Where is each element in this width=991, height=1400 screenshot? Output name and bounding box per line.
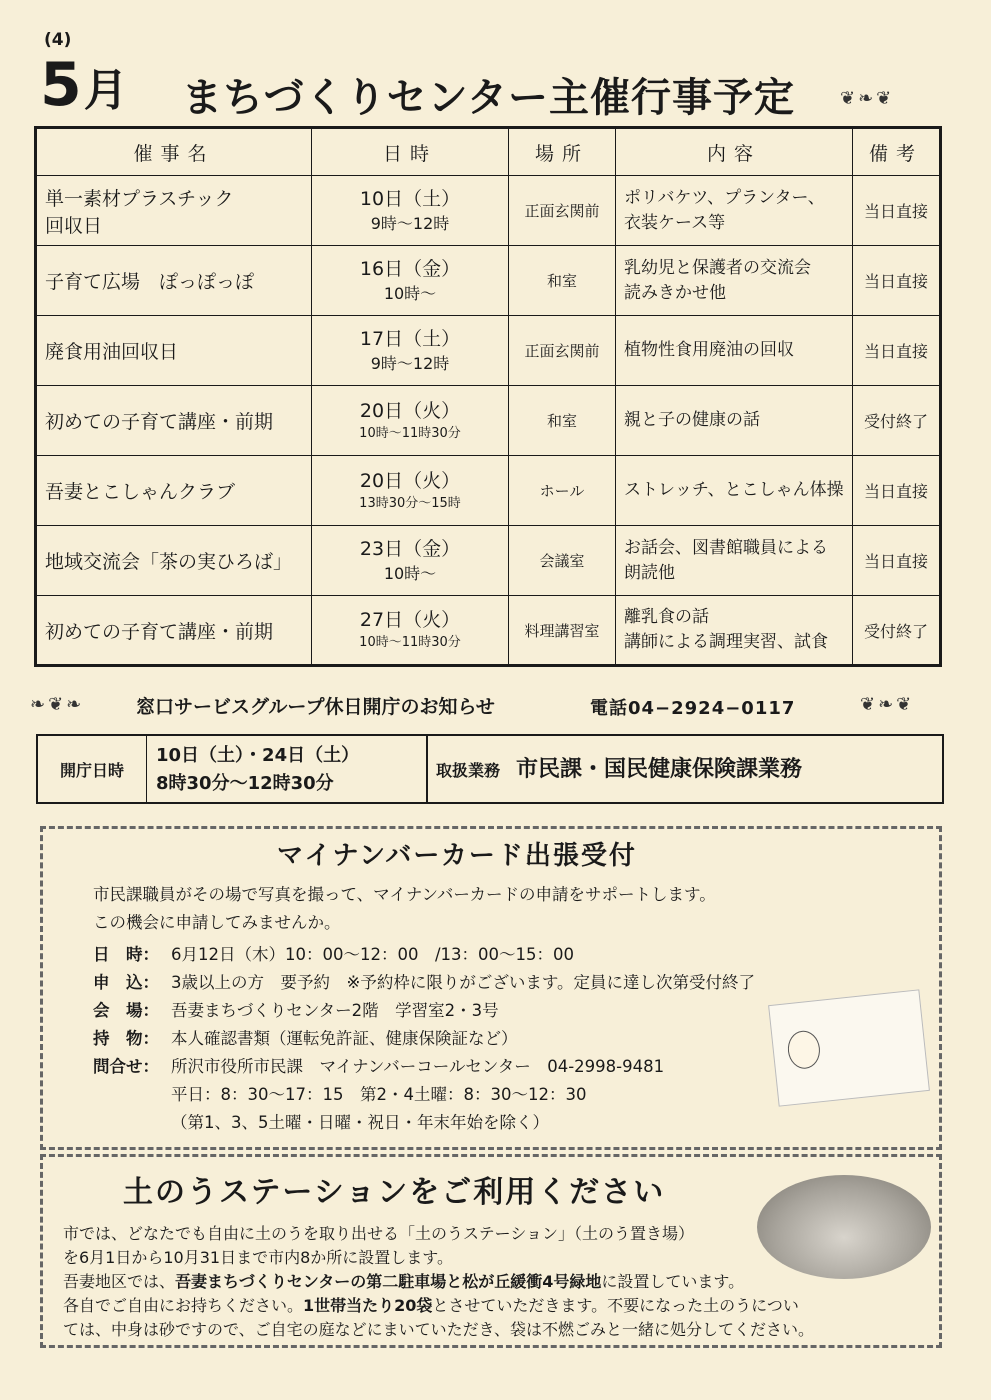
open-days-values: 10日（土）・24日（土） 8時30分～12時30分 xyxy=(156,745,360,794)
leaf-right-icon: ❦❧❦ xyxy=(860,694,915,715)
sandbag-title: 土のうステーションをご利用ください xyxy=(123,1175,666,1210)
event-place: 和室 xyxy=(509,386,616,456)
event-name: 初めての子育て講座・前期 xyxy=(36,596,312,666)
event-name: 吾妻とこしゃんクラブ xyxy=(36,456,312,526)
table-row xyxy=(36,456,941,526)
leaf-decoration-icon: ❦❧❦ xyxy=(840,88,895,109)
event-datetime: 20日（火） 10時～11時30分 xyxy=(312,386,509,456)
event-place: 和室 xyxy=(509,246,616,316)
sandbag-line-2: を6月1日から10月31日まで市内8か所に設置します。 xyxy=(63,1248,453,1267)
holiday-notice-phone: 電話04−2924−0117 xyxy=(590,698,796,719)
face-icon xyxy=(786,1029,822,1070)
sandbag-line-4: 各自でご自由にお持ちください。1世帯当たり20袋とさせていただきます。不要になった土のうについ xyxy=(63,1296,799,1315)
table-row xyxy=(36,316,941,386)
event-content: 親と子の健康の話 xyxy=(616,386,853,456)
divider xyxy=(426,736,428,802)
mynumber-intro-1: 市民課職員がその場で写真を撮って、マイナンバーカードの申請をサポートします。 xyxy=(93,885,716,904)
event-datetime: 17日（土） 9時～12時 xyxy=(312,316,509,386)
mynumber-date-row: 日 時： 6月12日（木）10：00～12：00 /13：00～15：00 xyxy=(93,945,575,964)
event-name: 子育て広場 ぽっぽっぽ xyxy=(36,246,312,316)
event-place: 会議室 xyxy=(509,526,616,596)
page-title: まちづくりセンター主催行事予定 xyxy=(182,75,795,121)
event-datetime: 10日（土） 9時～12時 xyxy=(312,176,509,246)
event-note: 受付終了 xyxy=(853,386,941,456)
event-name: 単一素材プラスチック 回収日 xyxy=(36,176,312,246)
table-row xyxy=(36,596,941,666)
page-number: (4) xyxy=(44,30,72,50)
event-place: 正面玄関前 xyxy=(509,316,616,386)
mynumber-hours-1: 平日：8：30～17：15 第2・4土曜：8：30～12：30 xyxy=(171,1085,587,1104)
mynumber-contact-row: 問合せ： 所沢市役所市民課 マイナンバーコールセンター 04-2998-9481 xyxy=(93,1057,665,1076)
event-datetime: 20日（火） 13時30分～15時 xyxy=(312,456,509,526)
mynumber-bring-row: 持 物： 本人確認書類（運転免許証、健康保険証など） xyxy=(93,1029,518,1048)
event-content: 乳幼児と保護者の交流会 読みきかせ他 xyxy=(616,246,853,316)
business-label: 取扱業務 xyxy=(436,761,501,780)
sandbag-line-5: ては、中身は砂ですので、ご自宅の庭などにまいていただき、袋は不燃ごみと一緒に処分してください。 xyxy=(63,1320,815,1339)
event-datetime: 23日（金） 10時～ xyxy=(312,526,509,596)
header-datetime: 日時 xyxy=(312,128,509,176)
event-note: 当日直接 xyxy=(853,526,941,596)
event-place: ホール xyxy=(509,456,616,526)
table-row xyxy=(36,176,941,246)
sandbag-line-1: 市では、どなたでも自由に土のうを取り出せる「土のうステーション」（土のう置き場） xyxy=(63,1224,695,1243)
mynumber-card-illustration xyxy=(768,989,930,1106)
event-datetime: 27日（火） 10時～11時30分 xyxy=(312,596,509,666)
mynumber-venue-row: 会 場： 吾妻まちづくりセンター2階 学習室2・3号 xyxy=(93,1001,499,1020)
event-content: ポリバケツ、プランター、 衣装ケース等 xyxy=(616,176,853,246)
event-note: 受付終了 xyxy=(853,596,941,666)
mynumber-apply-row: 申 込： 3歳以上の方 要予約 ※予約枠に限りがございます。定員に達し次第受付終了 xyxy=(93,973,756,992)
sandbag-photo xyxy=(757,1175,931,1279)
table-row xyxy=(36,386,941,456)
header-event: 催事名 xyxy=(36,128,312,176)
open-days-label: 開庁日時 xyxy=(38,736,147,802)
event-note: 当日直接 xyxy=(853,176,941,246)
event-datetime: 16日（金） 10時～ xyxy=(312,246,509,316)
event-note: 当日直接 xyxy=(853,456,941,526)
event-place: 正面玄関前 xyxy=(509,176,616,246)
header-content: 内容 xyxy=(616,128,853,176)
holiday-notice-title: 窓口サービスグループ休日開庁のお知らせ xyxy=(136,696,495,718)
mynumber-card-section xyxy=(40,826,942,1150)
event-content: お話会、図書館職員による朗読他 xyxy=(616,526,853,596)
event-name: 初めての子育て講座・前期 xyxy=(36,386,312,456)
header-note: 備考 xyxy=(853,128,941,176)
event-note: 当日直接 xyxy=(853,246,941,316)
sandbag-station-section xyxy=(40,1154,942,1348)
table-header-row xyxy=(36,128,941,176)
sandbag-line-3: 吾妻地区では、吾妻まちづくりセンターの第二駐車場と松が丘緩衝4号緑地に設置しています。 xyxy=(63,1272,745,1291)
event-note: 当日直接 xyxy=(853,316,941,386)
table-row xyxy=(36,526,941,596)
business-value: 市民課・国民健康保険課業務 xyxy=(516,757,803,782)
month-number: 5月 xyxy=(40,50,130,120)
holiday-hours-box xyxy=(36,734,944,804)
mynumber-intro-2: この機会に申請してみませんか。 xyxy=(93,913,341,932)
header-place: 場所 xyxy=(509,128,616,176)
event-content: ストレッチ、とこしゃん体操 xyxy=(616,456,853,526)
event-name: 廃食用油回収日 xyxy=(36,316,312,386)
event-schedule-table xyxy=(34,126,942,667)
event-content: 離乳食の話 講師による調理実習、試食 xyxy=(616,596,853,666)
table-row xyxy=(36,246,941,316)
mynumber-hours-2: （第1、3、5土曜・日曜・祝日・年末年始を除く） xyxy=(171,1113,549,1132)
mynumber-title: マイナンバーカード出張受付 xyxy=(269,835,645,872)
leaf-left-icon: ❧❦❧ xyxy=(30,694,85,715)
event-place: 料理講習室 xyxy=(509,596,616,666)
event-name: 地域交流会「茶の実ひろば」 xyxy=(36,526,312,596)
event-content: 植物性食用廃油の回収 xyxy=(616,316,853,386)
